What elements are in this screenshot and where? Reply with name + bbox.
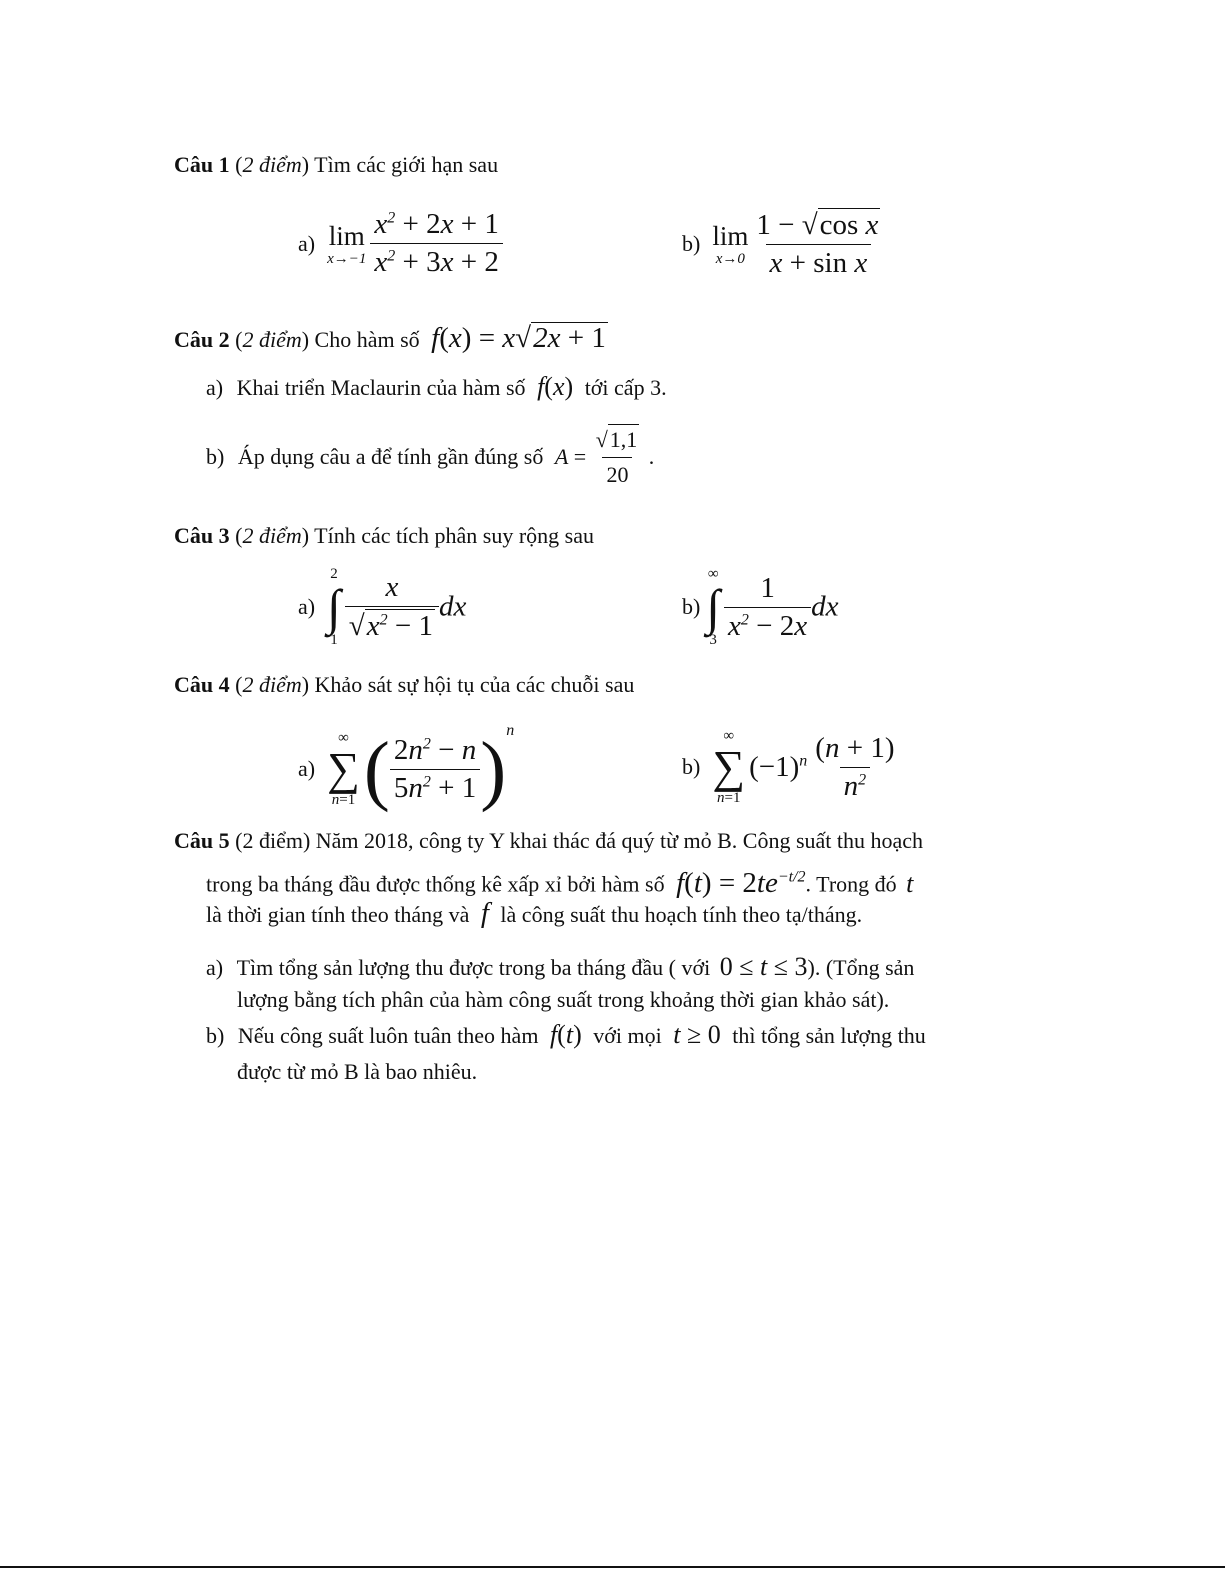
question-5-title: Câu 5 (174, 828, 230, 853)
q3-part-b-formula: b) ∞ ∫ 3 $\frac{1}{x^2 - 2x}$ dx (682, 566, 839, 648)
q3-a-label: a) (298, 594, 316, 619)
question-5-points: (2 điểm) (235, 828, 311, 853)
q5-line-2a: trong ba tháng đầu được thống kê xấp xỉ bởi hàm số (206, 871, 665, 897)
q3-b-label: b) (682, 594, 701, 619)
question-4-heading: Câu 4 (2 điểm) Khảo sát sự hội tụ của các chuỗi sau (174, 672, 635, 697)
q1-part-b-formula: b) lim x→0 $\frac{\text{1 − √cos x}}{\text{x + sin x}}$ (682, 209, 879, 279)
q5-b-line-1c: thì tổng sản lượng thu (732, 1023, 926, 1048)
question-2-text: Cho hàm số (314, 327, 420, 352)
q5-line-3: là thời gian tính theo tháng và f là công suất thu hoạch tính theo tạ/tháng. (206, 897, 863, 929)
question-1-text: Tìm các giới hạn sau (314, 152, 499, 177)
q4-b-label: b) (682, 754, 701, 779)
q1-part-a-formula: a) lim x→−1 $\frac{x^2 + 2x + 1}{x^2 + 3x + 2}$ (298, 208, 503, 279)
q5-line-3b: là công suất thu hoạch tính theo tạ/tháng. (500, 902, 863, 927)
q2-a-text2: tới cấp 3. (584, 375, 667, 400)
q5-a-line-2 (237, 985, 889, 1015)
question-3-title: Câu 3 (174, 523, 230, 548)
q2-part-a: a) Khai triển Maclaurin của hàm số f(x) tới cấp 3. (206, 372, 667, 401)
q1-b-label: b) (682, 231, 701, 256)
question-4-title: Câu 4 (174, 672, 230, 697)
q5-line-2: trong ba tháng đầu được thống kê xấp xỉ bởi hàm số $f(t) = 2te^{-t/2}$. Trong đó t (206, 866, 914, 899)
question-3-text: Tính các tích phân suy rộng sau (314, 523, 594, 548)
q5-b-line-1a: Nếu công suất luôn tuân theo hàm (237, 1023, 539, 1048)
question-2-title: Câu 2 (174, 327, 230, 352)
q5-line-3a: là thời gian tính theo tháng và (206, 902, 470, 927)
q5-part-b: b) Nếu công suất luôn tuân theo hàm f(t) với mọi t ≥ 0 thì tổng sản lượng thu (206, 1020, 926, 1049)
q4-part-a-formula: a) ∞ ∑ n=1 ( $\frac{2n^2 - n}{5n^2 + 1}$ )$^n$ (298, 722, 515, 813)
q5-a-label: a) (206, 955, 224, 980)
q5-b-line-1b: với mọi (593, 1023, 662, 1048)
question-2-heading: Câu 2 (2 điểm) Cho hàm số f(x) = x√2x + 1 (174, 322, 606, 354)
q2-b-label: b) (206, 444, 225, 469)
q4-a-label: a) (298, 756, 316, 782)
q5-a-line-2-text: lượng bằng tích phân của hàm công suất trong khoảng thời gian khảo sát). (237, 987, 890, 1012)
q5-a-line-1a: Tìm tổng sản lượng thu được trong ba tháng đầu ( với (236, 955, 711, 980)
q2-a-text: Khai triển Maclaurin của hàm số (236, 375, 526, 400)
q5-b-label: b) (206, 1023, 225, 1048)
q2-part-b: b) Áp dụng câu a để tính gần đúng số A = $\frac{√1,1}{20}$ . (206, 424, 654, 490)
question-3-heading: Câu 3 (2 điểm) Tính các tích phân suy rộng sau (174, 523, 594, 548)
bottom-border-line (0, 1566, 1225, 1568)
question-4-text: Khảo sát sự hội tụ của các chuỗi sau (314, 672, 635, 697)
q2-a-label: a) (206, 375, 224, 400)
q2-b-denominator: 20 (602, 457, 632, 490)
q5-part-a: a) Tìm tổng sản lượng thu được trong ba tháng đầu ( với 0 ≤ t ≤ 3). (Tổng sản (206, 952, 915, 981)
q4-part-b-formula: b) ∞ ∑ n=1 $(-1)^n$ $\frac{(n + 1)}{n^2}$ (682, 728, 895, 806)
q1-a-label: a) (298, 230, 316, 256)
question-1-heading: Câu 1 (2 điểm) Tìm các giới hạn sau (174, 152, 499, 177)
q5-b-line-2-text: được từ mỏ B là bao nhiêu. (237, 1059, 478, 1084)
question-1-title: Câu 1 (174, 152, 230, 177)
q3-part-a-formula: a) 2 ∫ 1 $\frac{x}{√x^2 - 1}$ dx (298, 566, 467, 648)
question-5-heading (174, 826, 923, 856)
q5-line-1: Năm 2018, công ty Y khai thác đá quý từ mỏ B. Công suất thu hoạch (315, 828, 924, 853)
q2-b-text: Áp dụng câu a để tính gần đúng số (237, 444, 544, 469)
q2-b-numerator: 1,1 (608, 424, 640, 455)
q5-a-line-1b: ). (Tổng sản (807, 955, 915, 980)
q5-b-line-2 (237, 1057, 477, 1087)
q5-line-2b: . Trong đó (805, 871, 897, 897)
